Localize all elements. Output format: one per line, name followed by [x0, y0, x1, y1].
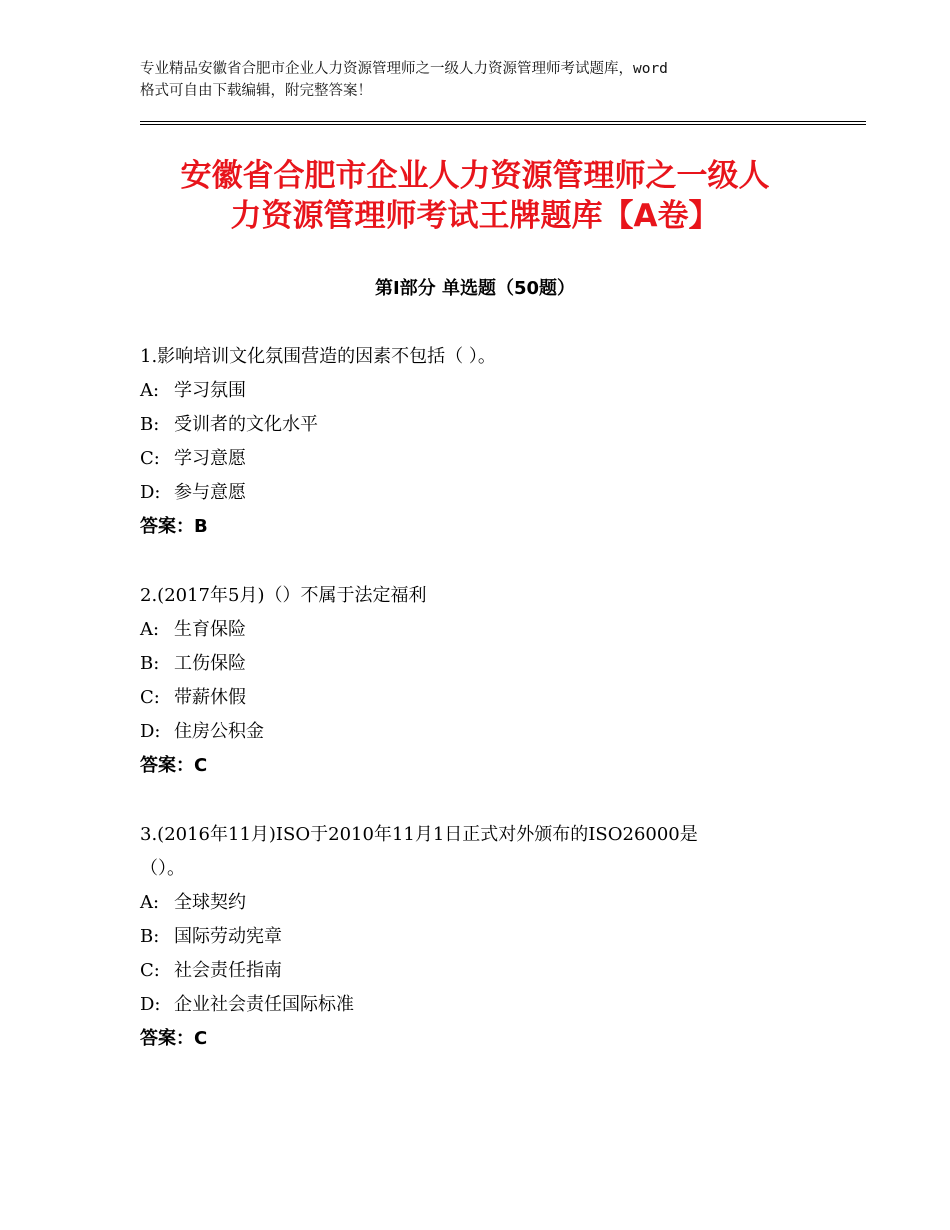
- option-letter: D:: [140, 482, 161, 503]
- option-text: 全球契约: [174, 892, 246, 913]
- header-divider-bottom: [140, 124, 866, 125]
- option-d: [140, 715, 820, 749]
- question-stem: 1.影响培训文化氛围营造的因素不包括（ ）。: [140, 346, 496, 367]
- option-text: 带薪休假: [174, 687, 246, 708]
- option-text: 生育保险: [174, 619, 246, 640]
- document-header-note: [140, 58, 820, 102]
- option-c: [140, 442, 820, 476]
- option-text: 社会责任指南: [174, 960, 282, 981]
- title-line-2: 力资源管理师考试王牌题库【A卷】: [230, 198, 720, 234]
- option-c: [140, 681, 820, 715]
- question-1: [140, 340, 820, 544]
- option-d: [140, 988, 820, 1022]
- option-letter: A:: [140, 619, 160, 640]
- header-line-2: 格式可自由下载编辑，附完整答案！: [140, 83, 372, 99]
- option-b: [140, 647, 820, 681]
- answer-label: 答案：C: [140, 755, 208, 776]
- question-stem: 3.(2016年11月)ISO于2010年11月1日正式对外颁布的ISO26000是: [140, 824, 698, 845]
- option-a: [140, 374, 820, 408]
- option-text: 参与意愿: [174, 482, 246, 503]
- option-letter: C:: [140, 448, 160, 469]
- option-letter: B:: [140, 926, 160, 947]
- document-title: [100, 156, 850, 236]
- option-b: [140, 408, 820, 442]
- section-title: 第Ⅰ部分 单选题（50题）: [374, 278, 575, 299]
- question-stem-continued: （）。: [140, 858, 185, 879]
- option-text: 企业社会责任国际标准: [174, 994, 354, 1015]
- title-line-1: 安徽省合肥市企业人力资源管理师之一级人: [180, 158, 770, 194]
- option-a: [140, 613, 820, 647]
- option-letter: C:: [140, 687, 160, 708]
- option-letter: D:: [140, 994, 161, 1015]
- option-letter: A:: [140, 380, 160, 401]
- header-divider-top: [140, 121, 866, 122]
- option-text: 受训者的文化水平: [174, 414, 318, 435]
- option-text: 住房公积金: [174, 721, 264, 742]
- option-c: [140, 954, 820, 988]
- option-d: [140, 476, 820, 510]
- question-stem: 2.(2017年5月)（）不属于法定福利: [140, 585, 427, 606]
- option-letter: B:: [140, 653, 160, 674]
- option-letter: C:: [140, 960, 160, 981]
- option-text: 学习氛围: [174, 380, 246, 401]
- option-letter: A:: [140, 892, 160, 913]
- option-text: 学习意愿: [174, 448, 246, 469]
- answer-label: 答案：C: [140, 1028, 208, 1049]
- option-text: 国际劳动宪章: [174, 926, 282, 947]
- option-letter: B:: [140, 414, 160, 435]
- option-a: [140, 886, 820, 920]
- option-b: [140, 920, 820, 954]
- question-2: [140, 579, 820, 783]
- option-text: 工伤保险: [174, 653, 246, 674]
- question-3: [140, 818, 820, 1056]
- option-letter: D:: [140, 721, 161, 742]
- answer-label: 答案：B: [140, 516, 208, 537]
- header-line-1: 专业精品安徽省合肥市企业人力资源管理师之一级人力资源管理师考试题库，word: [140, 61, 668, 77]
